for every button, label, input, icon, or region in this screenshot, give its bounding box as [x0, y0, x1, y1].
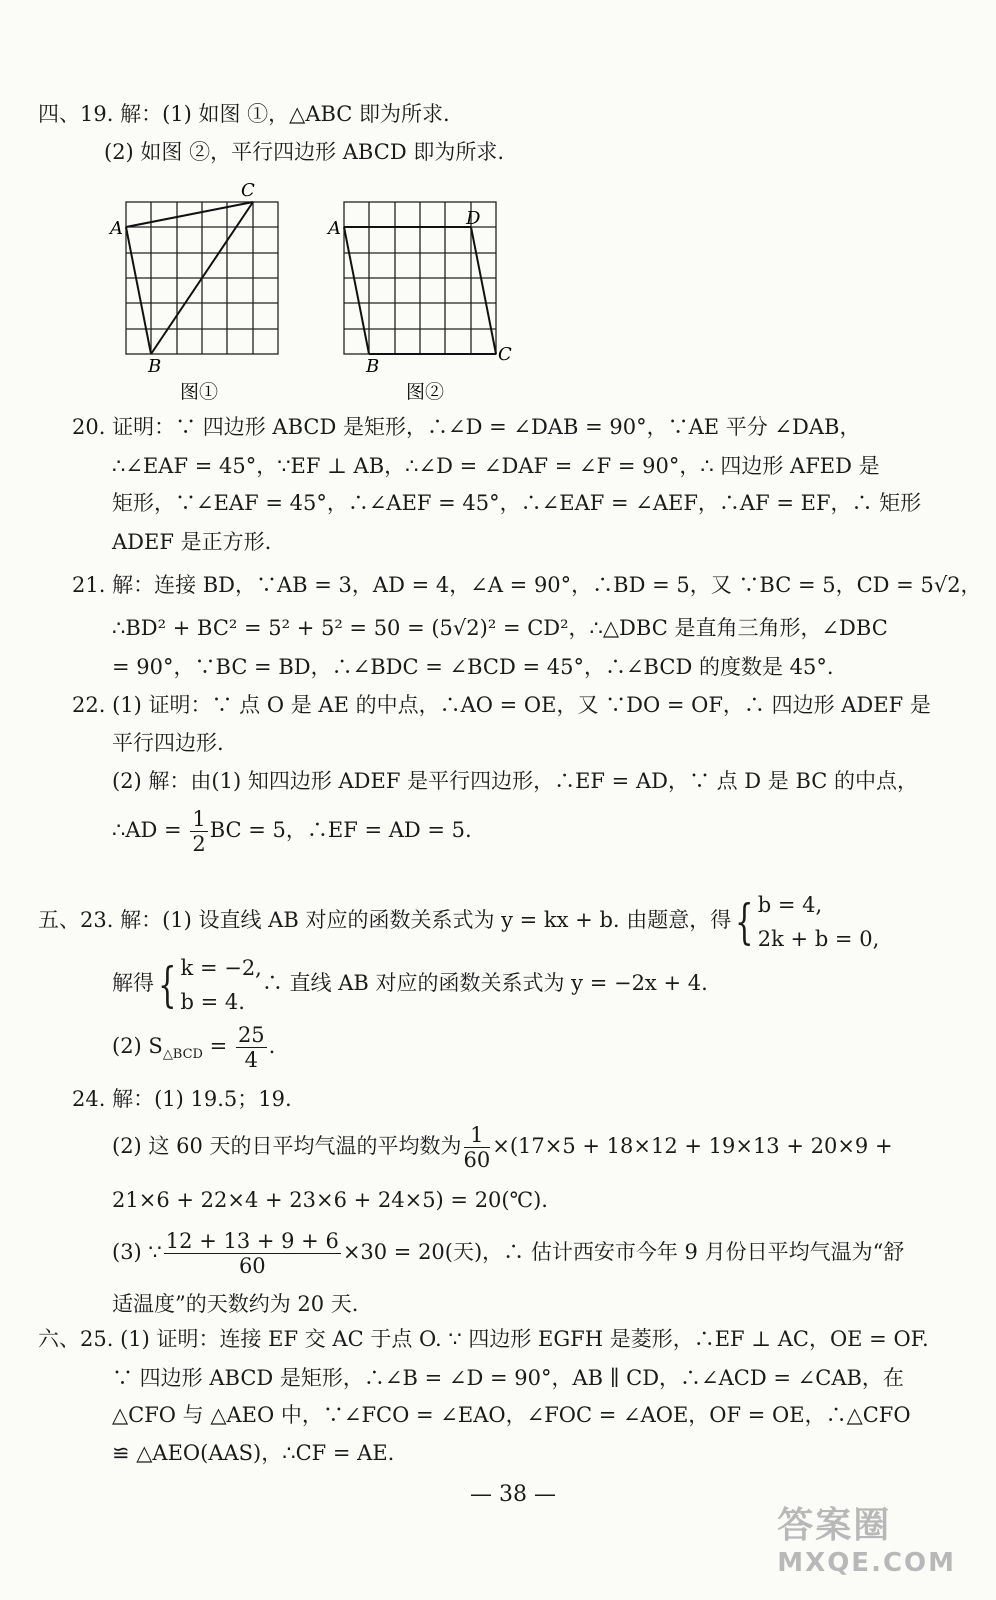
fig2-label-b: B [366, 356, 380, 377]
q24-mean-fraction: $\frac{1}{60}$ [463, 1123, 491, 1172]
q24-line-4: (3) ∵ $\frac{12 + 13 + 9 + 6}{60}$ ×30 = 20(天)，∴ 估计西安市今年 9 月份日平均气温为“舒 [112, 1229, 905, 1278]
q22-line-2: 平行四边形. [112, 731, 224, 755]
fig2-label-c: C [498, 344, 512, 365]
q23-line-3: (2) $S_{\triangle BCD}$ = $\frac{25}{4}$ . [112, 1023, 276, 1072]
q19-line-2: (2) 如图 ②，平行四边形 ABCD 即为所求. [104, 140, 505, 164]
figure-2-grid [326, 178, 526, 404]
q25-line-3: △CFO 与 △AEO 中，∵∠FCO = ∠EAO，∠FOC = ∠AOE，OF = OE，∴△CFO [112, 1403, 911, 1427]
q23-line-1: 五、23. 解：(1) 设直线 AB 对应的函数关系式为 y = kx + b. 由题意，得{ b = 4, 2k + b = 0, [38, 885, 879, 956]
q23-l2-post: ∴ 直线 AB 对应的函数关系式为 y = −2x + 4. [261, 971, 708, 995]
fig1-caption: 图① [180, 381, 219, 403]
site-watermark: 答案圈 MXQE.COM [777, 1505, 956, 1578]
q25-line-1: 六、25. (1) 证明：连接 EF 交 AC 于点 O. ∵ 四边形 EGFH 是菱形，∴EF ⊥ AC，OE = OF. [38, 1327, 929, 1351]
q23-subscript: △BCD [162, 1047, 203, 1063]
q22-half-fraction: $\frac{1}{2}$ [192, 807, 206, 856]
q24-line-1: 24. 解：(1) 19.5；19. [72, 1087, 292, 1111]
page-number: — 38 — [470, 1482, 556, 1507]
q23-area-fraction: $\frac{25}{4}$ [237, 1023, 265, 1072]
q24-days-fraction: $\frac{12 + 13 + 9 + 6}{60}$ [165, 1229, 339, 1278]
q23-l2-pre: 解得 [112, 971, 154, 995]
fig2-caption: 图② [406, 381, 445, 403]
q22-line-3: (2) 解：由(1) 知四边形 ADEF 是平行四边形，∴EF = AD，∵ 点 D 是 BC 的中点， [112, 769, 919, 793]
q20-line-3: 矩形，∵∠EAF = 45°，∴∠AEF = 45°，∴∠EAF = ∠AEF，∴AF = EF，∴ 矩形 [112, 491, 922, 515]
fig2-label-d: D [466, 208, 481, 229]
q25-line-2: ∵ 四边形 ABCD 是矩形，∴∠B = ∠D = 90°，AB ∥ CD，∴∠ACD = ∠CAB，在 [112, 1366, 904, 1390]
q24-line-5: 适温度”的天数约为 20 天. [112, 1292, 359, 1316]
q22-line-1: 22. (1) 证明：∵ 点 O 是 AE 的中点，∴AO = OE，又 ∵DO = OF，∴ 四边形 ADEF 是 [72, 693, 931, 717]
q20-line-4: ADEF 是正方形. [112, 530, 272, 554]
q24-line-2: (2) 这 60 天的日平均气温的平均数为 $\frac{1}{60}$ ×(17×5 + 18×12 + 19×13 + 20×9 + [112, 1123, 893, 1172]
fig1-label-a: A [110, 218, 123, 239]
q21-line-2: ∴BD² + BC² = 5² + 5² = 50 = (5√2)² = CD²，∴△DBC 是直角三角形，∠DBC [112, 616, 888, 640]
figure-1-grid [108, 178, 298, 404]
q22-line-4 [112, 804, 472, 856]
q21-line-1: 21. 解：连接 BD，∵AB = 3，AD = 4，∠A = 90°，∴BD = 5，又 ∵BC = 5，CD = 5√2， [72, 573, 982, 597]
q20-line-1: 20. 证明：∵ 四边形 ABCD 是矩形，∴∠D = ∠DAB = 90°，∵AE 平分 ∠DAB， [72, 415, 861, 439]
q21-line-3: = 90°，∵BC = BD，∴∠BDC = ∠BCD = 45°，∴∠BCD 的度数是 45°. [112, 655, 834, 679]
q22-l4-pre: ∴AD = [112, 818, 189, 842]
q22-l4-post: BC = 5，∴EF = AD = 5. [209, 818, 472, 842]
q25-line-4: ≌ △AEO(AAS)，∴CF = AE. [112, 1441, 395, 1465]
q24-line-3: 21×6 + 22×4 + 23×6 + 24×5) = 20(℃). [112, 1188, 548, 1212]
q23-line-2: 解得{ k = −2, b = 4. ∴ 直线 AB 对应的函数关系式为 y = −2x + 4. [112, 948, 708, 1019]
q23-system-2: k = −2, b = 4. [180, 955, 262, 1014]
q20-line-2: ∴∠EAF = 45°，∵EF ⊥ AB，∴∠D = ∠DAF = ∠F = 90°，∴ 四边形 AFED 是 [112, 454, 880, 478]
q23-system-1: b = 4, 2k + b = 0, [757, 892, 880, 951]
q19-line-1: 四、19. 解：(1) 如图 ①，△ABC 即为所求. [38, 102, 450, 126]
q23-l1-pre: 五、23. 解：(1) 设直线 AB 对应的函数关系式为 y = kx + b. 由题意，得 [38, 908, 732, 932]
fig2-label-a: A [328, 218, 341, 239]
fig1-label-c: C [241, 180, 255, 201]
fig1-label-b: B [148, 356, 162, 377]
